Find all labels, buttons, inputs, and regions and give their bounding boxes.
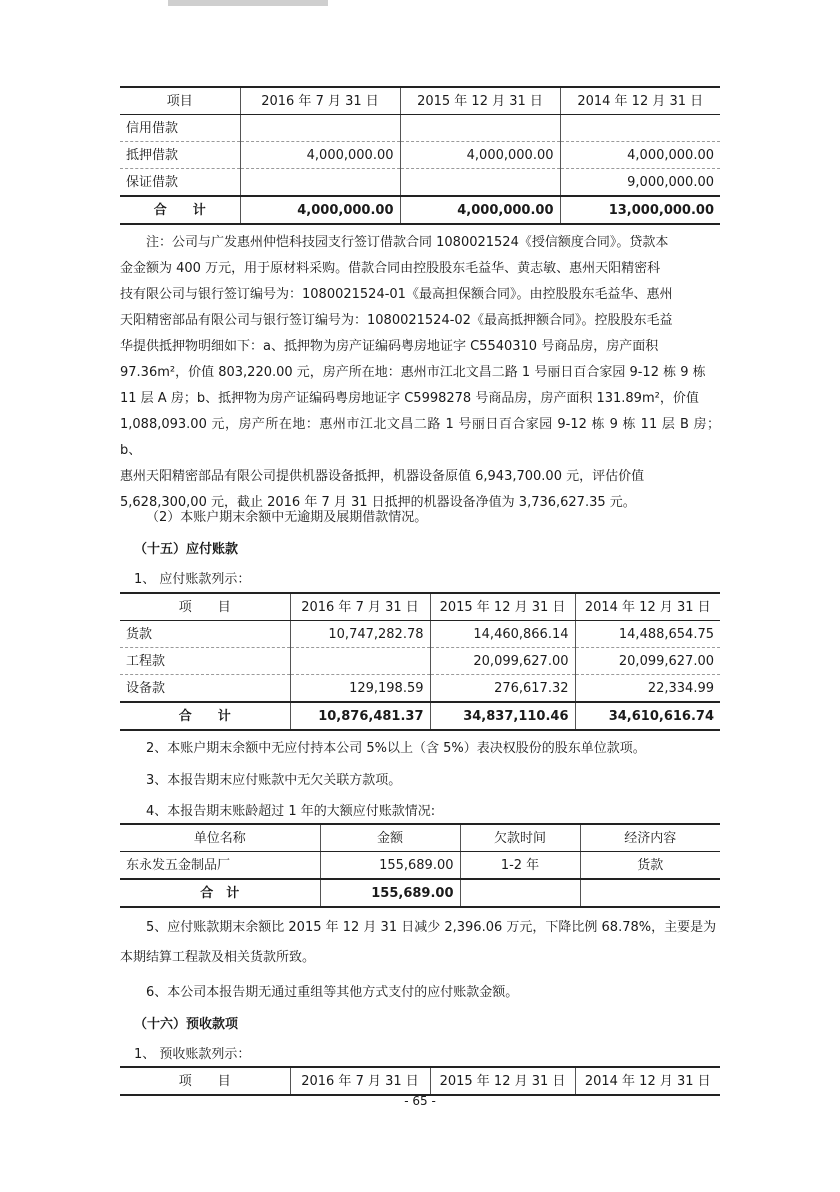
- section-heading: （十五）应付账款: [134, 542, 239, 557]
- total-value: 4,000,000.00: [240, 196, 400, 224]
- cell-value: 9,000,000.00: [560, 169, 720, 197]
- cell-value: 货款: [580, 852, 720, 880]
- cell-value: [560, 115, 720, 142]
- table-total-row: [120, 702, 720, 730]
- total-value: 4,000,000.00: [400, 196, 560, 224]
- column-header: 经济内容: [580, 824, 720, 852]
- total-value: 13,000,000.00: [560, 196, 720, 224]
- table-row: [120, 675, 720, 703]
- column-header: 欠款时间: [460, 824, 580, 852]
- row-label: 工程款: [120, 648, 290, 675]
- column-header: 2014 年 12 月 31 日: [575, 1067, 720, 1095]
- note-line: 天阳精密部品有限公司与银行签订编号为：1080021524-02《最高抵押额合同》。控股股东毛益: [120, 313, 673, 328]
- total-label: 合 计: [120, 702, 290, 730]
- column-header: 2015 年 12 月 31 日: [430, 1067, 575, 1095]
- note-line: 11 层 A 房；b、抵押物为房产证编码粤房地证字 C5998278 号商品房，房产面积 131.89m²，价值: [120, 391, 699, 406]
- table-row: [120, 621, 720, 648]
- cell-value: 129,198.59: [290, 675, 430, 703]
- advance-receipts-table: [120, 1066, 720, 1096]
- page-number: - 65 -: [404, 1094, 436, 1108]
- column-header: 金额: [320, 824, 460, 852]
- table-total-row: [120, 196, 720, 224]
- table-row: [120, 115, 720, 142]
- aged-payables-table: [120, 823, 720, 908]
- row-label: 信用借款: [126, 120, 179, 136]
- cell-value: [240, 169, 400, 197]
- note-line: 注：公司与广发惠州仲恺科技园支行签订借款合同 1080021524《授信额度合同》。贷款本: [146, 235, 669, 250]
- note-line: 华提供抵押物明细如下：a、抵押物为房产证编码粤房地证字 C5540310 号商品房，房产面积: [120, 339, 659, 354]
- column-header: 2016 年 7 月 31 日: [290, 593, 430, 621]
- accounts-payable-table: [120, 592, 720, 731]
- subsection-label: 1、 预收账款列示：: [134, 1047, 251, 1062]
- restructuring-statement: 6、本公司本报告期无通过重组等其他方式支付的应付账款金额。: [146, 985, 519, 1000]
- overdue-loan-statement: （2）本账户期末余额中无逾期及展期借款情况。: [146, 510, 428, 525]
- table-header-row: [120, 824, 720, 852]
- table-total-row: [120, 879, 720, 907]
- total-label: 合 计: [120, 196, 240, 224]
- column-header: 2014 年 12 月 31 日: [575, 593, 720, 621]
- row-label: 抵押借款: [120, 142, 240, 169]
- note-line: 1,088,093.00 元，房产所在地：惠州市江北文昌二路 1 号丽日百合家园 9-12 栋 9 栋 11 层 B 房；b、: [120, 417, 720, 458]
- column-header: 2015 年 12 月 31 日: [400, 87, 560, 115]
- cell-value: 20,099,627.00: [430, 648, 575, 675]
- note-line: 技有限公司与银行签订编号为：1080021524-01《最高担保额合同》。由控股股东毛益华、惠州: [120, 287, 673, 302]
- cell-value: 276,617.32: [430, 675, 575, 703]
- cell-value: 22,334.99: [575, 675, 720, 703]
- total-value: 34,837,110.46: [430, 702, 575, 730]
- table-row: [120, 852, 720, 880]
- section-heading: （十六）预收款项: [134, 1017, 239, 1032]
- note-line: 惠州天阳精密部品有限公司提供机器设备抵押，机器设备原值 6,943,700.00 元，评估价值: [120, 469, 645, 484]
- cell-value: 20,099,627.00: [575, 648, 720, 675]
- cell-value: [240, 115, 400, 142]
- column-header: 单位名称: [120, 824, 320, 852]
- row-label: 货款: [126, 626, 153, 642]
- table-row: [120, 169, 720, 197]
- aged-payable-heading: 4、本报告期末账龄超过 1 年的大额应付账款情况:: [146, 804, 436, 819]
- cell-value: 14,488,654.75: [575, 621, 720, 648]
- scan-mark: [168, 0, 328, 6]
- note-line: 5,628,300,00 元，截止 2016 年 7 月 31 日抵押的机器设备净值为 3,736,627.35 元。: [120, 495, 636, 510]
- table-row: [120, 142, 720, 169]
- note-line: 97.36m²，价值 803,220.00 元，房产所在地：惠州市江北文昌二路 1 号丽日百合家园 9-12 栋 9 栋: [120, 365, 706, 380]
- cell-value: 4,000,000.00: [560, 142, 720, 169]
- shareholder-payable-statement: 2、本账户期末余额中无应付持本公司 5%以上（含 5%）表决权股份的股东单位款项。: [146, 741, 646, 756]
- total-value: 34,610,616.74: [575, 702, 720, 730]
- table-row: [120, 648, 720, 675]
- column-header: 项 目: [120, 1067, 290, 1095]
- total-label: 合 计: [120, 879, 320, 907]
- table-header-row: [120, 593, 720, 621]
- row-label: 设备款: [120, 675, 290, 703]
- column-header: 2016 年 7 月 31 日: [240, 87, 400, 115]
- loan-note-paragraph: [120, 230, 720, 516]
- cell-value: 4,000,000.00: [240, 142, 400, 169]
- row-label: 东永发五金制品厂: [126, 857, 231, 873]
- column-header: 2015 年 12 月 31 日: [430, 593, 575, 621]
- total-value: 10,876,481.37: [290, 702, 430, 730]
- borrowings-table: [120, 86, 720, 225]
- subsection-label: 1、 应付账款列示：: [134, 572, 251, 587]
- table-header-row: [120, 87, 720, 115]
- cell-value: 4,000,000.00: [400, 142, 560, 169]
- row-label: 保证借款: [120, 169, 240, 197]
- cell-value: 155,689.00: [320, 852, 460, 880]
- total-value: 155,689.00: [320, 879, 460, 907]
- column-header: 项 目: [120, 593, 290, 621]
- total-value: [580, 879, 720, 907]
- note-line: 金金额为 400 万元，用于原材料采购。借款合同由控股股东毛益华、黄志敏、惠州天阳精密科: [120, 261, 661, 276]
- cell-value: [400, 169, 560, 197]
- payable-decrease-line-2: 本期结算工程款及相关货款所致。: [120, 950, 316, 965]
- total-value: [460, 879, 580, 907]
- cell-value: 1-2 年: [460, 852, 580, 880]
- cell-value: 10,747,282.78: [290, 621, 430, 648]
- payable-decrease-line-1: 5、应付账款期末余额比 2015 年 12 月 31 日减少 2,396.06 万元，下降比例 68.78%，主要是为: [146, 920, 717, 935]
- related-party-statement: 3、本报告期末应付账款中无欠关联方款项。: [146, 773, 402, 788]
- column-header: 2014 年 12 月 31 日: [560, 87, 720, 115]
- cell-value: [400, 115, 560, 142]
- cell-value: [290, 648, 430, 675]
- column-header: 2016 年 7 月 31 日: [290, 1067, 430, 1095]
- column-header: 项目: [120, 87, 240, 115]
- table-header-row: [120, 1067, 720, 1095]
- cell-value: 14,460,866.14: [430, 621, 575, 648]
